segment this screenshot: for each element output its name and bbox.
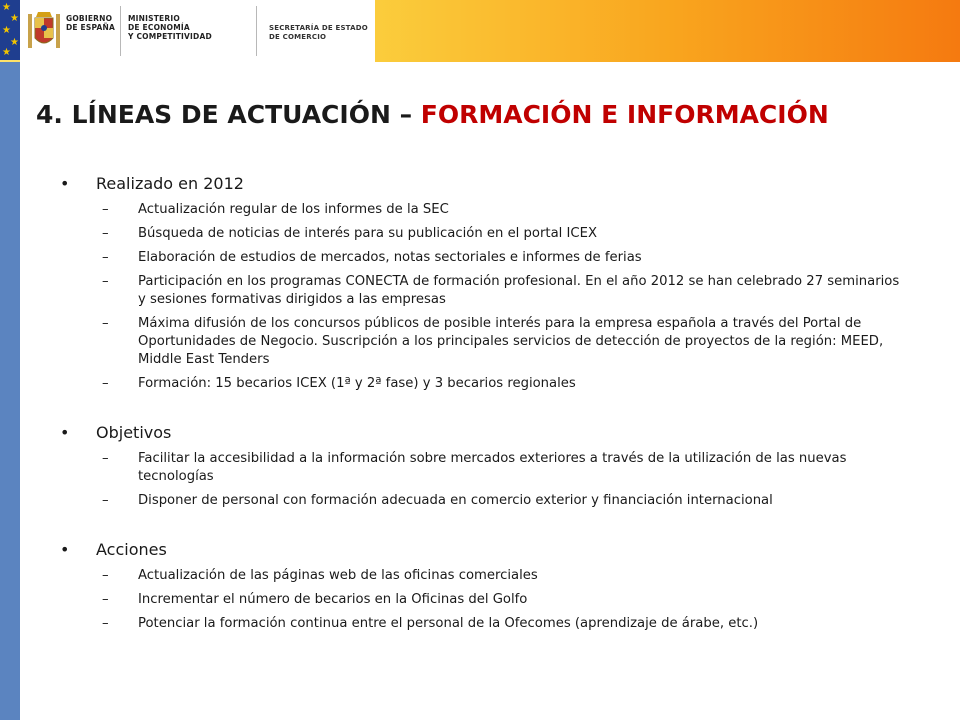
- gov-line: DE ESPAÑA: [66, 23, 115, 32]
- list-item-text: Elaboración de estudios de mercados, notas sectoriales e informes de ferias: [138, 250, 642, 265]
- spain-coat-of-arms-icon: [26, 8, 62, 54]
- list-item: [102, 249, 908, 267]
- list-item-text: Formación: 15 becarios ICEX (1ª y 2ª fase) y 3 becarios regionales: [138, 376, 576, 391]
- list-item: [102, 315, 908, 369]
- dash-icon: –: [102, 250, 109, 265]
- title-prefix: 4. LÍNEAS DE ACTUACIÓN –: [36, 100, 421, 129]
- left-stripe: [0, 62, 20, 720]
- list-item-text: Actualización regular de los informes de la SEC: [138, 202, 449, 217]
- list-item-text: Facilitar la accesibilidad a la información sobre mercados exteriores a través de la utilización de las nuevas tecnologías: [138, 451, 847, 484]
- dash-icon: –: [102, 274, 109, 289]
- ministry-line: DE ECONOMÍA: [128, 23, 190, 32]
- gov-line: GOBIERNO: [66, 14, 113, 23]
- list-item: [102, 492, 908, 510]
- ministry-line: Y COMPETITIVIDAD: [128, 32, 212, 41]
- dash-icon: –: [102, 202, 109, 217]
- divider: [256, 6, 257, 56]
- section-heading: [58, 174, 908, 193]
- list-item-text: Participación en los programas CONECTA de formación profesional. En el año 2012 se han celebrado 27 seminarios y sesiones formativas dirigidos a las empresas: [138, 274, 900, 307]
- list-item: [102, 375, 908, 393]
- dash-icon: –: [102, 592, 109, 607]
- list-item-text: Búsqueda de noticias de interés para su publicación en el portal ICEX: [138, 226, 597, 241]
- title-highlight: FORMACIÓN E INFORMACIÓN: [420, 100, 829, 129]
- divider: [120, 6, 121, 56]
- list-item: [102, 615, 908, 633]
- list-item: [102, 591, 908, 609]
- ministry-line: MINISTERIO: [128, 14, 180, 23]
- dash-icon: –: [102, 493, 109, 508]
- section-heading-text: Acciones: [96, 540, 167, 559]
- dash-icon: –: [102, 226, 109, 241]
- section-heading: [58, 423, 908, 442]
- section-heading-text: Objetivos: [96, 423, 172, 442]
- bullet-icon: •: [60, 540, 70, 559]
- dash-icon: –: [102, 568, 109, 583]
- dash-icon: –: [102, 316, 109, 331]
- secretariat-label: [269, 24, 368, 42]
- list-item: [102, 450, 908, 486]
- section-heading-text: Realizado en 2012: [96, 174, 244, 193]
- list-item-text: Potenciar la formación continua entre el personal de la Ofecomes (aprendizaje de árabe, etc.): [138, 616, 759, 631]
- ministry-label: [128, 14, 212, 41]
- list-item-text: Incrementar el número de becarios en la Oficinas del Golfo: [138, 592, 528, 607]
- government-label: [66, 14, 115, 32]
- list-item: [102, 273, 908, 309]
- list-item-text: Máxima difusión de los concursos públicos de posible interés para la empresa española a través del Portal de Oportunidades de Negocio. Suscripción a los principales servicios de detección de proyectos de la región: MEED, Middle East Tenders: [138, 316, 884, 367]
- bullet-icon: •: [60, 174, 70, 193]
- section-heading: [58, 540, 908, 559]
- list-item: [102, 567, 908, 585]
- dash-icon: –: [102, 616, 109, 631]
- bullet-icon: •: [60, 423, 70, 442]
- slide-content: [58, 170, 908, 633]
- list-item-text: Disponer de personal con formación adecuada en comercio exterior y financiación internacional: [138, 493, 773, 508]
- secretariat-line: SECRETARÍA DE ESTADO: [269, 24, 368, 32]
- list-item-text: Actualización de las páginas web de las oficinas comerciales: [138, 568, 538, 583]
- list-item: [102, 201, 908, 219]
- list-item: [102, 225, 908, 243]
- secretariat-line: DE COMERCIO: [269, 33, 327, 41]
- dash-icon: –: [102, 376, 109, 391]
- slide-title: [36, 100, 829, 129]
- eu-flag-icon: ★ ★ ★ ★ ★: [2, 2, 19, 58]
- dash-icon: –: [102, 451, 109, 466]
